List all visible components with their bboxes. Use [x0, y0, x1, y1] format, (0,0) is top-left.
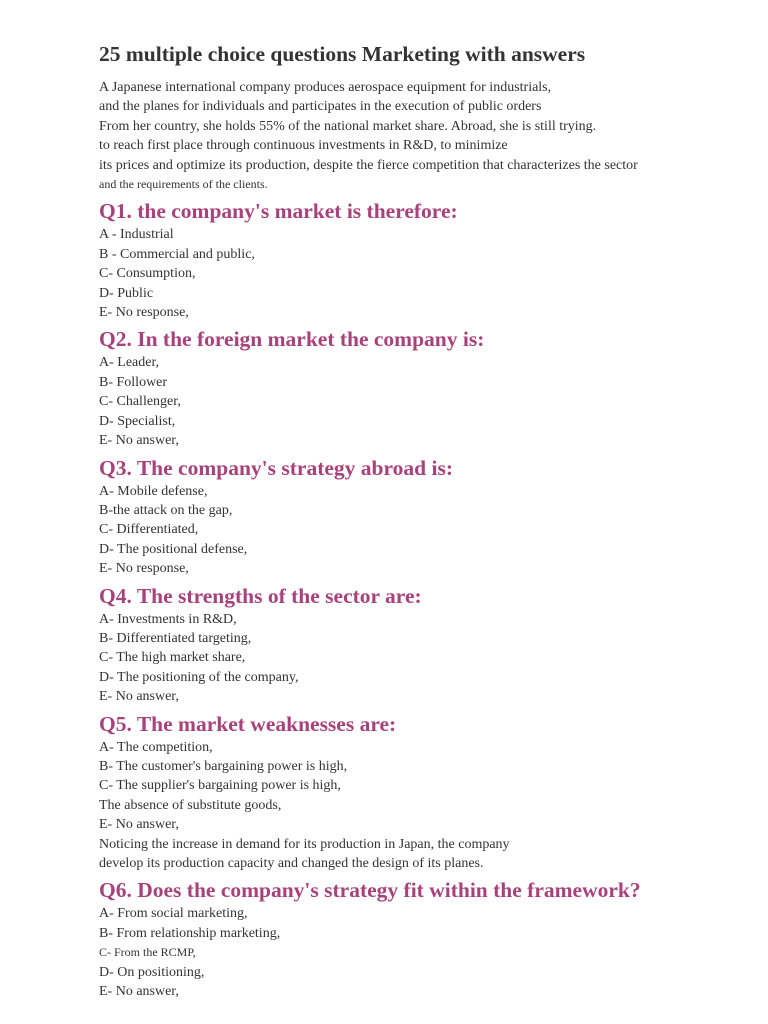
answer-option: C- The high market share, — [99, 650, 246, 666]
answer-option: D- Public — [99, 285, 154, 301]
answer-option: E- No response, — [99, 561, 189, 577]
answer-option: develop its production capacity and changed the design of its planes. — [99, 856, 484, 871]
question-heading: Q2. In the foreign market the company is: — [99, 327, 485, 352]
document-page — [99, 38, 739, 1001]
question-heading: Q6. Does the company's strategy fit within the framework? — [99, 878, 641, 903]
answer-option: A- Leader, — [99, 355, 160, 371]
answer-option: The absence of substitute goods, — [99, 797, 282, 813]
question-heading: Q5. The market weaknesses are: — [99, 711, 397, 736]
question-heading: Q3. The company's strategy abroad is: — [99, 455, 453, 480]
answer-option: E- No answer, — [99, 689, 179, 705]
answer-option: B- The customer's bargaining power is high, — [99, 758, 348, 774]
answer-option: A- From social marketing, — [99, 906, 248, 922]
question-block — [99, 583, 739, 707]
answer-option: D- The positioning of the company, — [99, 669, 299, 685]
answer-option: B - Commercial and public, — [99, 246, 255, 262]
answer-option: E- No answer, — [99, 433, 179, 449]
answer-option: D- Specialist, — [99, 413, 176, 429]
answer-option: E- No answer, — [99, 817, 179, 833]
question-block — [99, 877, 739, 1001]
questions-list — [99, 198, 739, 1001]
answer-option: C- Differentiated, — [99, 522, 199, 538]
intro-paragraph — [99, 78, 739, 194]
question-heading: Q1. the company's market is therefore: — [99, 199, 458, 224]
answer-option: E- No response, — [99, 305, 189, 321]
answer-option: C- Challenger, — [99, 394, 181, 410]
answer-option: B- From relationship marketing, — [99, 925, 281, 941]
answer-option: A - Industrial — [99, 227, 174, 243]
intro-line: and the planes for individuals and participates in the execution of public orders — [99, 99, 542, 115]
answer-option: Noticing the increase in demand for its production in Japan, the company — [99, 836, 510, 852]
answer-option: B- Follower — [99, 374, 168, 390]
question-block — [99, 455, 739, 579]
answer-option: A- Investments in R&D, — [99, 611, 237, 627]
answer-option: C- Consumption, — [99, 266, 196, 282]
answer-option: B-the attack on the gap, — [99, 502, 233, 518]
intro-line: its prices and optimize its production, despite the fierce competition that characterizes the sector — [99, 157, 638, 173]
answer-option: A- The competition, — [99, 739, 213, 755]
intro-line: to reach first place through continuous investments in R&D, to minimize — [99, 138, 508, 154]
answer-option: A- Mobile defense, — [99, 483, 208, 499]
document-title: 25 multiple choice questions Marketing with answers — [99, 42, 586, 66]
answer-option: C- From the RCMP, — [99, 945, 196, 960]
answer-option: C- The supplier's bargaining power is high, — [99, 778, 341, 794]
intro-line: A Japanese international company produces aerospace equipment for industrials, — [99, 80, 552, 95]
answer-option: B- Differentiated targeting, — [99, 630, 252, 646]
question-block — [99, 198, 739, 322]
answer-option: E- No answer, — [99, 984, 179, 1000]
intro-line: and the requirements of the clients. — [99, 177, 268, 192]
question-block — [99, 711, 739, 874]
intro-line: From her country, she holds 55% of the national market share. Abroad, she is still trying. — [99, 118, 597, 134]
question-heading: Q4. The strengths of the sector are: — [99, 583, 422, 608]
answer-option: D- The positional defense, — [99, 541, 248, 557]
answer-option: D- On positioning, — [99, 964, 205, 980]
question-block — [99, 326, 739, 450]
